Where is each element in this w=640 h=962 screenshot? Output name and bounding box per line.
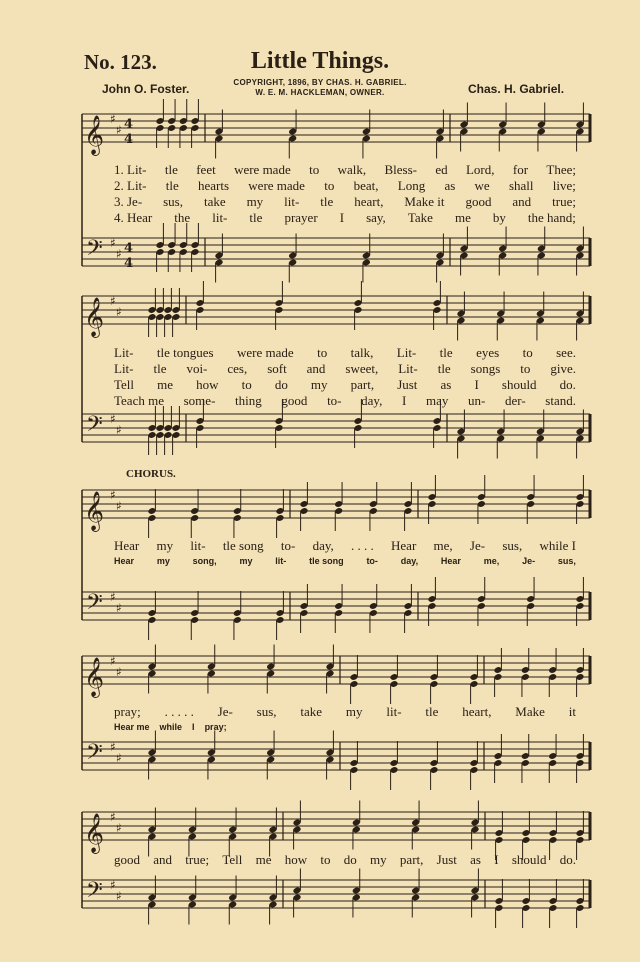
verse-4-line-1 <box>114 210 576 226</box>
lyric-syllable: soft <box>267 361 287 376</box>
lyric-syllable: Lord, <box>465 162 495 177</box>
chorus-line-3-upper <box>114 852 576 868</box>
lyric-syllable: stand. <box>545 393 576 408</box>
verse-1-line-2 <box>114 345 576 361</box>
time-signature: 4 <box>124 256 134 271</box>
time-signature: 4 <box>124 132 134 147</box>
chorus-line-1-upper <box>114 538 576 554</box>
sharp-key-signature-icon: ♯ <box>116 123 122 137</box>
lyric-syllable: I <box>494 852 499 867</box>
sharp-key-signature-icon: ♯ <box>110 810 116 824</box>
lyric-syllable: how <box>284 852 308 867</box>
sharp-key-signature-icon: ♯ <box>110 740 116 754</box>
lyric-syllable: ces, <box>227 361 248 376</box>
hymn-title: Little Things. <box>250 48 390 74</box>
lyric-syllable: say, <box>366 210 386 225</box>
lyric-syllable: voi- <box>186 361 208 376</box>
lyric-syllable: prayer <box>284 210 318 225</box>
lyric-syllable: should <box>501 377 537 392</box>
lyric-syllable: Long <box>397 178 426 193</box>
lyric-syllable: how <box>196 377 219 392</box>
lyric-syllable: 4. Hear <box>114 210 153 225</box>
sharp-key-signature-icon: ♯ <box>110 654 116 668</box>
time-signature: 4 <box>124 241 134 256</box>
lyric-syllable: feet <box>196 162 216 177</box>
lyric-syllable: me <box>157 377 174 392</box>
lyric-syllable: . . . . <box>351 538 374 553</box>
lyric-syllable: live; <box>552 178 576 193</box>
lyric-syllable: song, <box>192 556 217 566</box>
lyric-syllable: and <box>306 361 326 376</box>
lyric-syllable: tle <box>165 178 179 193</box>
lyric-syllable: . . . . . <box>164 704 194 719</box>
lyric-syllable: day, <box>400 556 419 566</box>
lyric-syllable: it <box>568 704 576 719</box>
lyric-syllable: beat, <box>353 178 379 193</box>
verse-3-line-1 <box>114 194 576 210</box>
lyric-syllable: Thee; <box>546 162 576 177</box>
lyric-syllable: songs <box>470 361 501 376</box>
sharp-key-signature-icon: ♯ <box>116 601 122 615</box>
sharp-key-signature-icon: ♯ <box>110 112 116 126</box>
lyric-syllable: we <box>474 178 490 193</box>
lyric-syllable: do. <box>559 852 576 867</box>
lyric-syllable: tle <box>249 210 263 225</box>
lyric-syllable: as <box>440 377 452 392</box>
verse-1-line-1 <box>114 162 576 178</box>
lyric-syllable: my <box>310 377 328 392</box>
lyric-syllable: the <box>174 210 191 225</box>
lyric-syllable: talk, <box>350 345 374 360</box>
lyric-syllable: to- <box>366 556 378 566</box>
sharp-key-signature-icon: ♯ <box>110 590 116 604</box>
lyric-syllable: may <box>425 393 449 408</box>
sharp-key-signature-icon: ♯ <box>110 488 116 502</box>
lyric-syllable: good <box>114 852 140 867</box>
verse-2-line-1 <box>114 178 576 194</box>
chorus-line-2-upper <box>114 704 576 720</box>
lyric-syllable: Tell <box>114 377 135 392</box>
lyric-syllable: Je- <box>217 704 233 719</box>
lyric-syllable: and <box>153 852 173 867</box>
lyric-syllable: the hand; <box>527 210 576 225</box>
lyric-syllable: true; <box>552 194 576 209</box>
lyric-syllable: as <box>470 852 481 867</box>
lyric-syllable: good <box>465 194 492 209</box>
lyric-syllable: take <box>203 194 226 209</box>
lyric-syllable: were made <box>248 178 305 193</box>
lyric-syllable: Hear <box>440 556 461 566</box>
verse-3-line-2 <box>114 377 576 393</box>
lyric-syllable: me <box>255 852 272 867</box>
lyric-syllable: should <box>511 852 547 867</box>
lyric-syllable: Make <box>515 704 545 719</box>
sharp-key-signature-icon: ♯ <box>110 294 116 308</box>
lyric-syllable: tle song <box>309 556 344 566</box>
lyric-syllable: Lit- <box>398 361 418 376</box>
lyric-syllable: Hear <box>391 538 417 553</box>
lyric-syllable: lit- <box>284 194 300 209</box>
lyric-syllable: heart, <box>354 194 384 209</box>
lyric-syllable: Hear me <box>114 722 150 732</box>
lyric-syllable: my <box>239 556 253 566</box>
lyric-syllable: I <box>401 393 407 408</box>
lyric-syllable: were made <box>237 345 294 360</box>
lyric-syllable: my <box>246 194 264 209</box>
lyric-syllable: take <box>300 704 323 719</box>
lyric-syllable: der- <box>504 393 526 408</box>
lyric-syllable: to <box>522 345 533 360</box>
lyric-syllable: Tell <box>222 852 243 867</box>
lyric-syllable: tle <box>437 361 451 376</box>
lyric-syllable: some- <box>183 393 216 408</box>
sharp-key-signature-icon: ♯ <box>116 499 122 513</box>
lyric-syllable: sus, <box>163 194 183 209</box>
lyric-syllable: I <box>192 722 195 732</box>
lyric-syllable: day, <box>312 538 334 553</box>
sharp-key-signature-icon: ♯ <box>116 423 122 437</box>
sharp-key-signature-icon: ♯ <box>110 412 116 426</box>
bass-clef-icon: 𝄢 <box>86 590 103 620</box>
lyric-syllable: heart, <box>462 704 492 719</box>
lyric-syllable: do. <box>559 377 576 392</box>
lyric-syllable: part, <box>350 377 375 392</box>
lyric-syllable: to <box>241 377 252 392</box>
lyric-syllable: Teach me <box>114 393 164 408</box>
lyric-syllable: to- <box>327 393 342 408</box>
lyric-syllable: 1. Lit- <box>114 162 147 177</box>
lyric-syllable: 2. Lit- <box>114 178 147 193</box>
chorus-line-1-lower <box>114 556 576 566</box>
lyric-syllable: tle song <box>222 538 264 553</box>
lyric-syllable: Lit- <box>114 345 134 360</box>
lyric-syllable: lit- <box>212 210 228 225</box>
time-signature: 4 <box>124 117 134 132</box>
lyric-syllable: Hear <box>114 538 140 553</box>
lyric-syllable: my <box>370 852 387 867</box>
lyric-syllable: I <box>339 210 345 225</box>
lyric-syllable: to <box>320 852 331 867</box>
lyric-syllable: to <box>324 178 335 193</box>
verse-4-line-2 <box>114 393 576 409</box>
lyric-syllable: hearts <box>198 178 230 193</box>
lyric-syllable: to <box>309 162 320 177</box>
treble-clef-icon: 𝄞 <box>84 813 105 853</box>
lyric-syllable: walk, <box>337 162 367 177</box>
treble-clef-icon: 𝄞 <box>84 297 105 337</box>
sharp-key-signature-icon: ♯ <box>110 236 116 250</box>
lyric-syllable: Hear <box>114 556 135 566</box>
lyric-syllable: ed <box>435 162 448 177</box>
lyric-syllable: day, <box>361 393 383 408</box>
lyric-syllable: part, <box>399 852 424 867</box>
lyric-syllable: Make it <box>404 194 445 209</box>
bass-clef-icon: 𝄢 <box>86 740 103 770</box>
sharp-key-signature-icon: ♯ <box>116 665 122 679</box>
lyric-syllable: give. <box>550 361 576 376</box>
lyric-syllable: lit- <box>190 538 206 553</box>
lyric-syllable: my <box>345 704 363 719</box>
lyric-syllable: pray; <box>114 704 141 719</box>
lyric-syllable: do <box>274 377 288 392</box>
composer-credit: Chas. H. Gabriel. <box>468 82 565 96</box>
lyric-syllable: were made <box>234 162 291 177</box>
lyric-syllable: to- <box>280 538 296 553</box>
bass-clef-icon: 𝄢 <box>86 412 103 442</box>
lyric-syllable: me <box>454 210 471 225</box>
lyric-syllable: me, <box>483 556 500 566</box>
lyric-syllable: my <box>156 556 170 566</box>
lyric-syllable: tle <box>320 194 334 209</box>
lyric-syllable: thing <box>235 393 262 408</box>
lyric-syllable: me, <box>433 538 453 553</box>
lyric-syllable: do <box>343 852 357 867</box>
bass-clef-icon: 𝄢 <box>86 236 103 266</box>
treble-clef-icon: 𝄞 <box>84 657 105 697</box>
sharp-key-signature-icon: ♯ <box>116 889 122 903</box>
lyric-syllable: while <box>159 722 183 732</box>
lyric-syllable: Take <box>407 210 433 225</box>
lyric-syllable: true; <box>185 852 210 867</box>
lyric-syllable: as <box>444 178 456 193</box>
lyric-syllable: Just <box>436 852 457 867</box>
lyric-syllable: while I <box>539 538 576 553</box>
sharp-key-signature-icon: ♯ <box>116 821 122 835</box>
lyric-syllable: pray; <box>204 722 227 732</box>
lyric-syllable: Just <box>397 377 418 392</box>
copyright-line-2: W. E. M. HACKLEMAN, OWNER. <box>255 88 385 97</box>
lyric-syllable: tle <box>425 704 439 719</box>
sharp-key-signature-icon: ♯ <box>110 878 116 892</box>
sharp-key-signature-icon: ♯ <box>116 305 122 319</box>
hymn-number: No. 123. <box>84 50 157 74</box>
lyric-syllable: sweet, <box>345 361 379 376</box>
lyric-syllable: tle <box>153 361 167 376</box>
lyric-syllable: lit- <box>386 704 402 719</box>
treble-clef-icon: 𝄞 <box>84 115 105 155</box>
lyric-syllable: Bless- <box>384 162 417 177</box>
lyric-syllable: 3. Je- <box>114 194 143 209</box>
lyric-syllable: tle tongues <box>156 345 214 360</box>
sharp-key-signature-icon: ♯ <box>116 247 122 261</box>
chorus-line-2-lower <box>114 722 576 732</box>
lyric-syllable: I <box>474 377 479 392</box>
lyric-syllable: by <box>492 210 506 225</box>
lyric-syllable: shall <box>508 178 534 193</box>
lyric-syllable: my <box>156 538 174 553</box>
chorus-label: CHORUS. <box>126 468 176 480</box>
verse-2-line-2 <box>114 361 576 377</box>
lyric-syllable: un- <box>468 393 486 408</box>
lyric-syllable: Lit- <box>114 361 134 376</box>
lyric-syllable: lit- <box>275 556 287 566</box>
copyright-line-1: COPYRIGHT, 1896, BY CHAS. H. GABRIEL. <box>233 78 407 87</box>
bass-clef-icon: 𝄢 <box>86 878 103 908</box>
lyric-syllable: sus, <box>557 556 576 566</box>
treble-clef-icon: 𝄞 <box>84 491 105 531</box>
lyric-syllable: for <box>512 162 529 177</box>
lyric-syllable: sus, <box>502 538 523 553</box>
lyric-syllable: tle <box>164 162 178 177</box>
lyric-syllable: tle <box>439 345 453 360</box>
lyric-syllable: see. <box>556 345 576 360</box>
lyric-syllable: Je- <box>469 538 486 553</box>
author-credit: John O. Foster. <box>102 82 190 96</box>
lyric-syllable: to <box>520 361 531 376</box>
lyric-syllable: eyes <box>476 345 500 360</box>
lyric-syllable: and <box>512 194 532 209</box>
lyric-syllable: to <box>317 345 328 360</box>
lyric-syllable: good <box>281 393 308 408</box>
lyric-syllable: Lit- <box>396 345 417 360</box>
lyric-syllable: sus, <box>256 704 277 719</box>
sharp-key-signature-icon: ♯ <box>116 751 122 765</box>
lyric-syllable: Je- <box>522 556 536 566</box>
